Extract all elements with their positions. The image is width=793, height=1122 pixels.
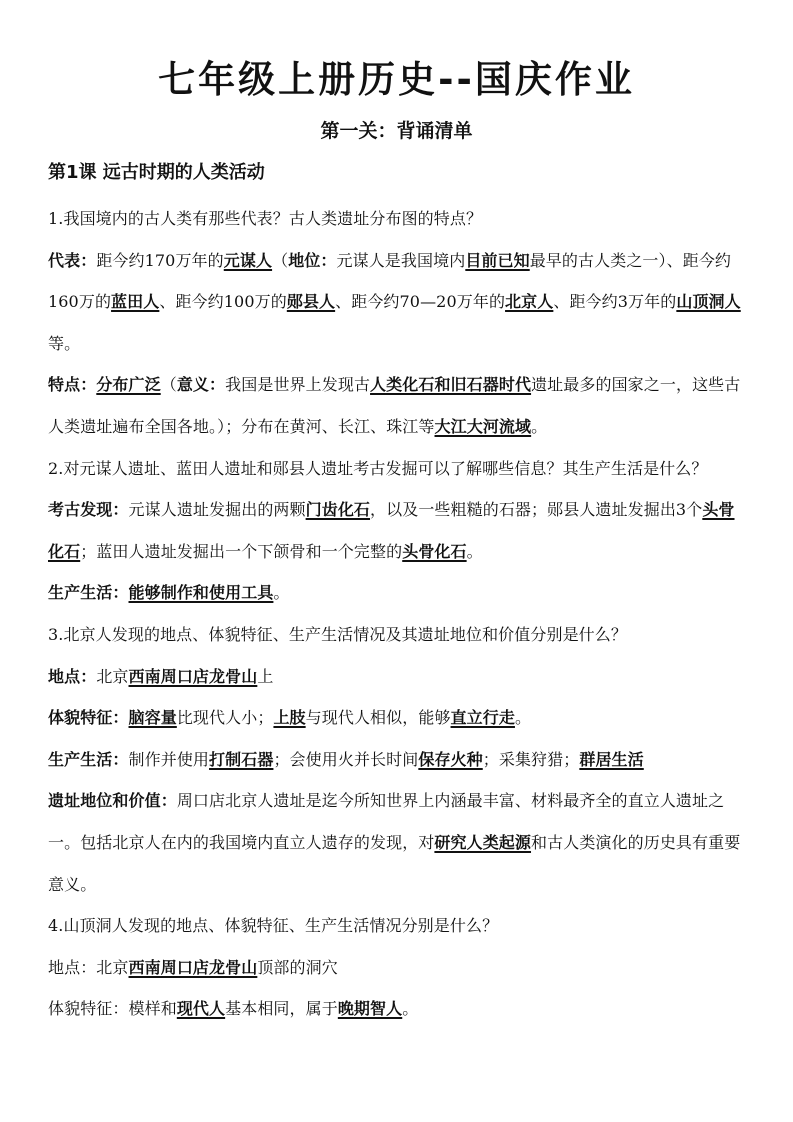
key-term: 郧县人	[286, 292, 336, 312]
paragraph	[48, 739, 749, 781]
key-term: 西南周口店龙骨山	[128, 957, 258, 977]
text-run: 。	[273, 583, 290, 603]
paragraph	[48, 947, 749, 989]
text-run: 。	[402, 999, 419, 1019]
text-run: 4.山顶洞人发现的地点、体貌特征、生产生活情况分别是什么？	[48, 916, 499, 936]
text-run: 3.北京人发现的地点、体貌特征、生产生活情况及其遗址地位和价值分别是什么？	[48, 624, 627, 644]
paragraph	[48, 988, 749, 1030]
section-subtitle: 第一关：背诵清单	[320, 120, 473, 142]
paragraph	[48, 656, 749, 698]
text-run: （	[160, 375, 177, 395]
key-term: 保存火种	[418, 749, 483, 769]
text-run: 体貌特征：模样和	[48, 999, 177, 1019]
paragraph	[48, 198, 749, 240]
text-run: ；采集狩猎；	[482, 749, 580, 769]
key-term: 群居生活	[579, 749, 644, 769]
page-title: 七年级上册历史--国庆作业	[158, 58, 635, 101]
paragraph	[48, 364, 749, 447]
text-run: 等。	[48, 333, 81, 353]
text-run: 元谋人遗址发掘出的两颗	[128, 500, 306, 520]
text-run: 与现代人相似，能够	[305, 708, 451, 728]
paragraph	[48, 489, 749, 572]
key-term: 山顶洞人	[676, 292, 741, 312]
bold-label: 特点：	[48, 375, 97, 395]
text-run: 和古人类演化的历史具有重要意义。	[48, 832, 741, 894]
text-run: 。	[531, 416, 548, 436]
paragraph	[48, 572, 749, 614]
key-term: 脑容量	[128, 708, 177, 728]
text-run: （	[272, 250, 289, 270]
text-run: 、距今约3万年的	[553, 292, 677, 312]
document-body	[48, 198, 749, 1030]
key-term: 直立行走	[450, 708, 515, 728]
key-term: 打制石器	[209, 749, 274, 769]
bold-label: 地位：	[288, 250, 337, 270]
paragraph	[48, 697, 749, 739]
text-run: 制作并使用	[128, 749, 210, 769]
key-term: 门齿化石	[305, 500, 371, 520]
key-term: 元谋人	[223, 250, 273, 270]
bold-label: 地点：	[48, 666, 97, 686]
key-term: 大江大河流域	[434, 416, 532, 436]
key-term: 西南周口店龙骨山	[128, 666, 258, 686]
bold-label: 遗址地位和价值：	[48, 791, 177, 811]
key-term: 分布广泛	[96, 375, 161, 395]
bold-label: 生产生活：	[48, 583, 129, 603]
key-term: 蓝田人	[111, 292, 160, 312]
text-run: 遗址最多的国家之一，这些古人类遗址遍布全国各地。）；分布在黄河、长江、珠江等	[48, 375, 741, 436]
bold-label: 生产生活：	[48, 749, 129, 769]
paragraph	[48, 614, 749, 656]
paragraph	[48, 780, 749, 905]
text-run: 最早的古人类之一）、距今约160万的	[48, 250, 732, 312]
text-run: 1.我国境内的古人类有那些代表？古人类遗址分布图的特点？	[48, 209, 483, 228]
text-run: ；蓝田人遗址发掘出一个下颌骨和一个完整的	[80, 541, 403, 561]
key-term: 能够制作和使用工具	[128, 583, 274, 603]
paragraph	[48, 448, 749, 490]
key-term: 头骨化石	[402, 541, 467, 561]
bold-label: 体貌特征：	[48, 708, 129, 728]
key-term: 晚期智人	[337, 999, 403, 1019]
lesson-heading: 第1课 远古时期的人类活动	[48, 162, 265, 183]
text-run: ；会使用火并长时间	[273, 749, 419, 769]
key-term: 北京人	[505, 292, 554, 312]
text-run: 。	[466, 541, 483, 561]
paragraph	[48, 240, 749, 365]
text-run: 周口店北京人遗址是迄今所知世界上内涵最丰富、材料最齐全的直立人遗址之一。包括北京人在内的我国境内直立人遗存的发现，对	[48, 791, 725, 852]
text-run: 元谋人是我国境内	[336, 250, 466, 270]
key-term: 现代人	[176, 999, 226, 1019]
text-run: 比现代人小；	[176, 708, 274, 728]
text-run: 、距今约100万的	[159, 292, 287, 312]
text-run: 顶部的洞穴	[257, 957, 338, 977]
text-run: 2.对元谋人遗址、蓝田人遗址和郧县人遗址考古发掘可以了解哪些信息？其生产生活是什么？	[48, 458, 708, 478]
key-term: 上肢	[273, 708, 306, 728]
text-run: 基本相同，属于	[225, 999, 338, 1019]
text-run: 、距今约70—20万年的	[335, 292, 506, 312]
bold-label: 考古发现：	[48, 500, 129, 520]
text-run: ，以及一些粗糙的石器；郧县人遗址发掘出3个	[370, 500, 703, 520]
key-term: 头骨化石	[48, 500, 735, 561]
text-run: 上	[257, 666, 274, 686]
text-run: 。	[514, 708, 532, 728]
text-run: 北京	[96, 666, 129, 686]
key-term: 研究人类起源	[434, 832, 532, 852]
text-run: 我国是世界上发现古	[225, 375, 371, 395]
text-run: 距今约170万年的	[96, 250, 224, 270]
bold-label: 意义：	[176, 375, 226, 395]
key-term: 人类化石和旧石器时代	[370, 375, 532, 395]
bold-label: 代表：	[48, 250, 97, 270]
key-term: 目前已知	[465, 250, 530, 270]
text-run: 地点：北京	[48, 957, 129, 977]
paragraph	[48, 905, 749, 947]
